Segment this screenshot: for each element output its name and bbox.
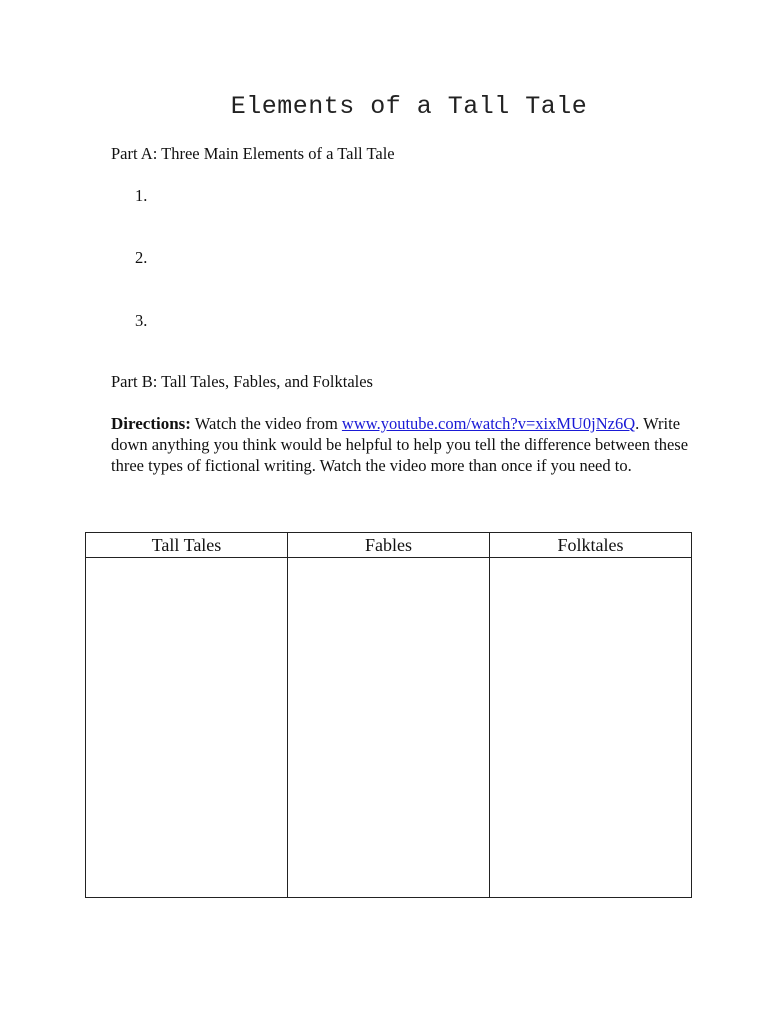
tall-tales-notes-cell[interactable] bbox=[86, 558, 288, 898]
directions-text-after-link: . Write down anything you think would be helpful to help you tell the difference between these three types of fictional writing. Watch the video more than once if you need to. bbox=[111, 414, 689, 475]
page-title: Elements of a Tall Tale bbox=[230, 92, 588, 121]
part-a-heading: Part A: Three Main Elements of a Tall Tale bbox=[111, 144, 395, 163]
table-row bbox=[86, 558, 692, 898]
folktales-notes-cell[interactable] bbox=[490, 558, 692, 898]
fables-notes-cell[interactable] bbox=[288, 558, 490, 898]
part-a-item-3: 3. bbox=[135, 311, 148, 330]
video-link[interactable]: www.youtube.com/watch?v=xixMU0jNz6Q bbox=[341, 414, 636, 433]
part-a-item-1: 1. bbox=[135, 186, 148, 205]
directions-paragraph bbox=[111, 413, 711, 476]
directions-label: Directions: bbox=[111, 414, 191, 433]
table-header-row bbox=[86, 533, 692, 558]
header-fables: Fables bbox=[288, 533, 490, 558]
part-a-item-2: 2. bbox=[135, 248, 148, 267]
header-tall-tales: Tall Tales bbox=[86, 533, 288, 558]
directions-text-before-link: Watch the video from bbox=[190, 414, 342, 433]
comparison-table bbox=[85, 532, 692, 898]
part-b-heading: Part B: Tall Tales, Fables, and Folktales bbox=[111, 372, 373, 391]
header-folktales: Folktales bbox=[490, 533, 692, 558]
